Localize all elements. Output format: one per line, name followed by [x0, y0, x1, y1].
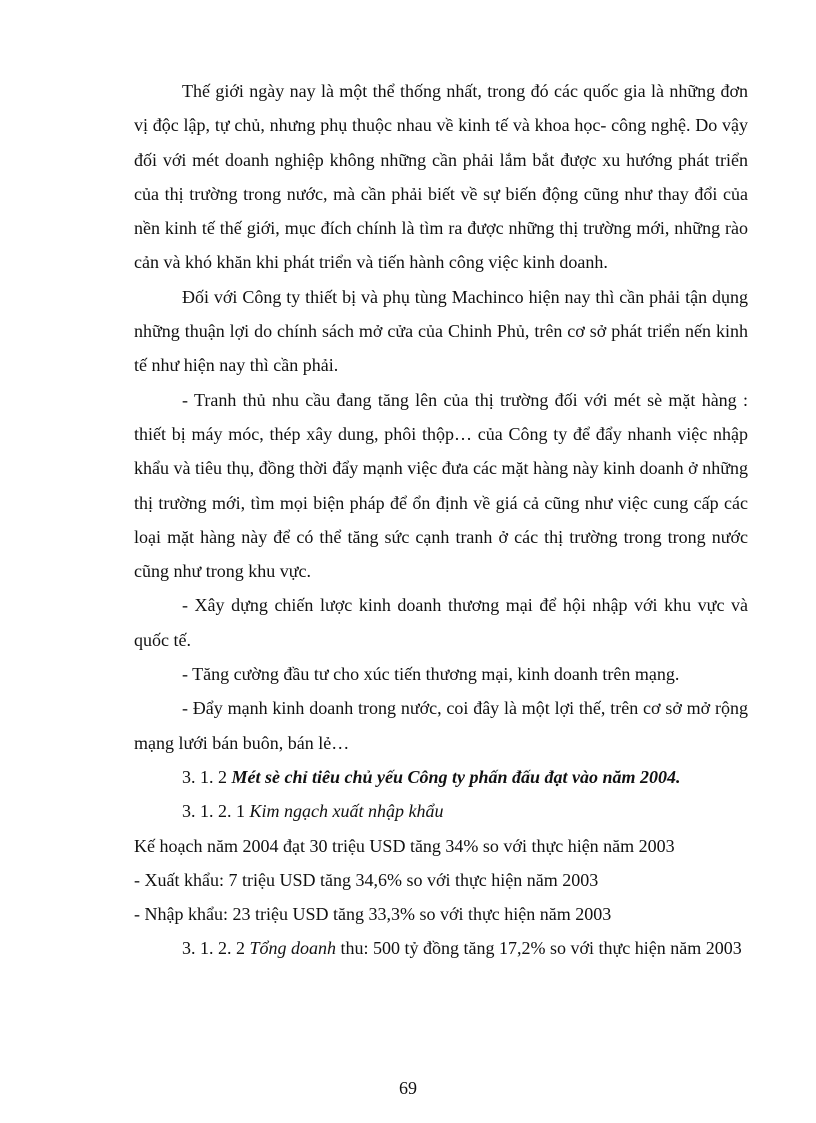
export-line: - Xuất khẩu: 7 triệu USD tăng 34,6% so với thực hiện năm 2003 [134, 869, 599, 890]
section-number: 3. 1. 2. 1 [182, 801, 245, 822]
section-title: Kim ngạch xuất nhập khẩu [249, 801, 444, 822]
section-heading-3-1-2-1 [134, 794, 748, 828]
section-number: 3. 1. 2. 2 [182, 938, 245, 959]
bullet-strategy: - Xây dựng chiến lược kinh doanh thương mại để hội nhập với khu vực và quốc tế. [134, 595, 748, 650]
paragraph-machinco: Đối với Công ty thiết bị và phụ tùng Machinco hiện nay thì cần phải tận dụng những thuận lợi do chính sách mở cửa của Chinh Phủ, trên cơ sở phát triển nến kinh tế như hiện nay thì cần phải. [134, 286, 748, 376]
import-line: - Nhập khẩu: 23 triệu USD tăng 33,3% so với thực hiện năm 2003 [134, 904, 612, 925]
plan-line: Kế hoạch năm 2004 đạt 30 triệu USD tăng 34% so với thực hiện năm 2003 [134, 835, 675, 856]
paragraph-world-economy: Thế giới ngày nay là một thể thống nhất, trong đó các quốc gia là những đơn vị độc lập, tự chủ, nhưng phụ thuộc nhau về kinh tế và khoa học- công nghệ. Do vậy đối với mét doanh nghiệp không những cần phải lắm bắt được xu hướng phát triển của thị trường trong nước, mà cần phải biết về sự biến động cũng như thay đổi của nền kinh tế thế giới, mục đích chính là tìm ra được những thị trường mới, những rào cản và khó khăn khi phát triển và tiến hành công việc kinh doanh. [134, 81, 748, 273]
section-title: Tổng doanh [249, 938, 337, 959]
section-heading-3-1-2-2 [134, 931, 748, 965]
section-heading-3-1-2 [134, 760, 748, 794]
section-number: 3. 1. 2 [182, 766, 227, 787]
bullet-investment: - Tăng cường đầu tư cho xúc tiến thương mại, kinh doanh trên mạng. [182, 664, 680, 685]
section-title: Mét sè chỉ tiêu chủ yếu Công ty phấn đấu đạt vào năm 2004. [231, 766, 681, 787]
page-number: 69 [399, 1078, 417, 1098]
section-text: thu: 500 tỷ đồng tăng 17,2% so với thực hiện năm 2003 [340, 938, 742, 959]
body-text [134, 74, 748, 966]
bullet-domestic: - Đẩy mạnh kinh doanh trong nước, coi đây là một lợi thế, trên cơ sở mở rộng mạng lưới bán buôn, bán lẻ… [134, 698, 748, 753]
bullet-market-demand: - Tranh thủ nhu cầu đang tăng lên của thị trường đối với mét sè mặt hàng : thiết bị máy móc, thép xây dung, phôi thộp… của Công ty để đẩy nhanh việc nhập khẩu và tiêu thụ, đồng thời đẩy mạnh việc đưa các mặt hàng này kinh doanh ở những thị trường mới, tìm mọi biện pháp để ổn định về giá cả cũng như việc cung cấp các loại mặt hàng này để có thể tăng sức cạnh tranh ở các thị trường trong trong nước cũng như trong khu vực. [134, 389, 748, 582]
